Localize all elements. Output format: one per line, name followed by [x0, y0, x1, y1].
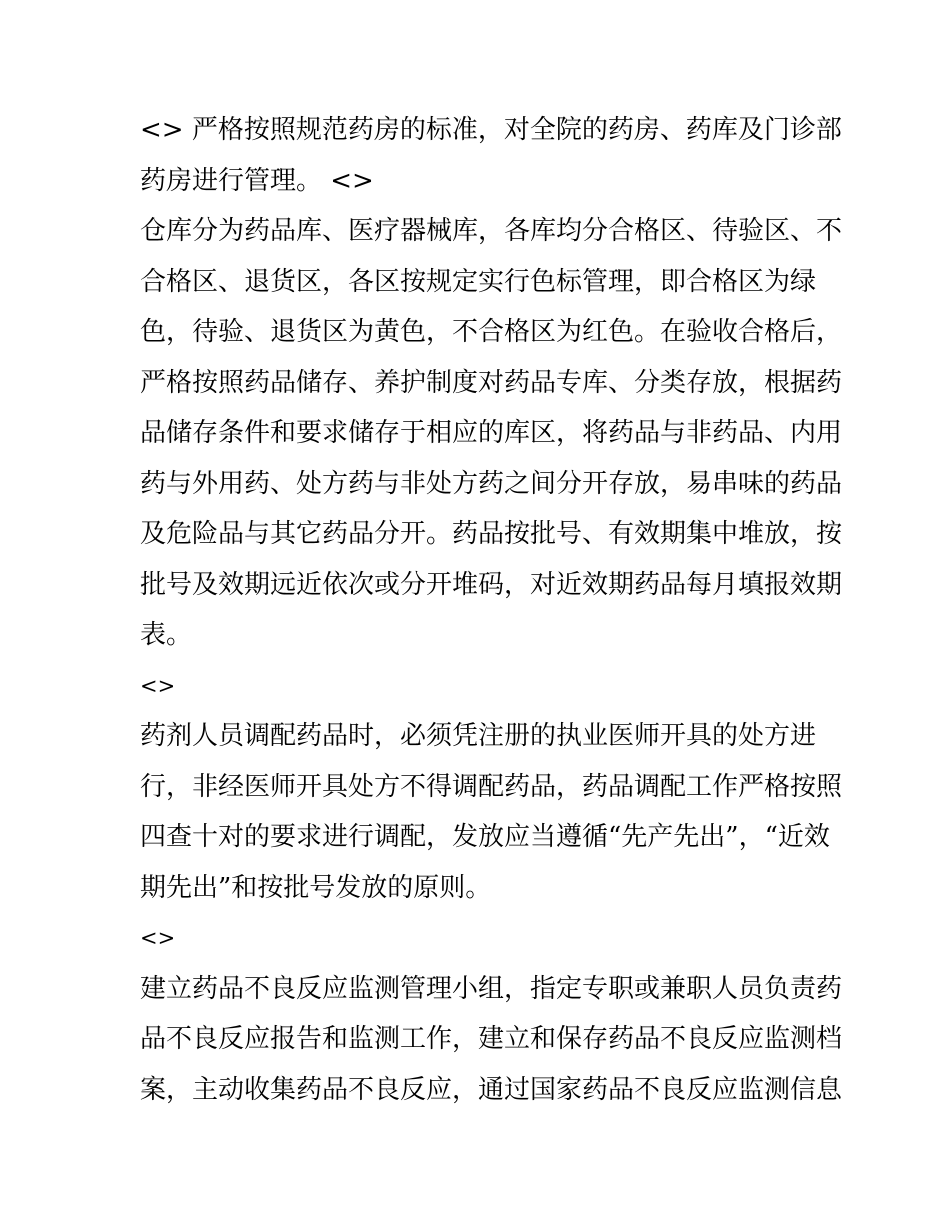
text-line: 及危险品与其它药品分开。药品按批号、有效期集中堆放，按 [140, 519, 843, 549]
text-line: 案，主动收集药品不良反应，通过国家药品不良反应监测信息 [140, 1074, 843, 1105]
text-line: 色，待验、退货区为黄色，不合格区为红色。在验收合格后， [140, 317, 843, 347]
section-separator: <> [140, 926, 176, 950]
text-line: 药剂人员调配药品时，必须凭注册的执业医师开具的处方进 [140, 721, 817, 751]
text-line: 合格区、退货区，各区按规定实行色标管理，即合格区为绿 [140, 266, 817, 297]
section-separator: <> [140, 673, 176, 698]
text-line: 批号及效期远近依次或分开堆码，对近效期药品每月填报效期 [140, 569, 843, 600]
text-line: 药房进行管理。 <> [140, 165, 374, 196]
text-line: 品不良反应报告和监测工作，建立和保存药品不良反应监测档 [140, 1024, 843, 1054]
text-line: 仓库分为药品库、医疗器械库，各库均分合格区、待验区、不 [140, 216, 843, 246]
text-line: <> 严格按照规范药房的标准，对全院的药房、药库及门诊部 [140, 115, 842, 145]
text-line: 药与外用药、处方药与非处方药之间分开存放，易串味的药品 [140, 468, 843, 499]
text-line: 期先出”和按批号发放的原则。 [140, 872, 492, 903]
document-body [140, 105, 843, 1115]
text-line: 建立药品不良反应监测管理小组，指定专职或兼职人员负责药 [140, 973, 843, 1004]
text-line: 品储存条件和要求储存于相应的库区，将药品与非药品、内用 [140, 418, 843, 448]
text-line: 严格按照药品储存、养护制度对药品专库、分类存放，根据药 [140, 367, 843, 398]
text-line: 表。 [140, 620, 193, 650]
text-line: 四查十对的要求进行调配，发放应当遵循“先产先出”，“近效 [140, 822, 830, 852]
text-line: 行，非经医师开具处方不得调配药品，药品调配工作严格按照 [140, 771, 843, 802]
